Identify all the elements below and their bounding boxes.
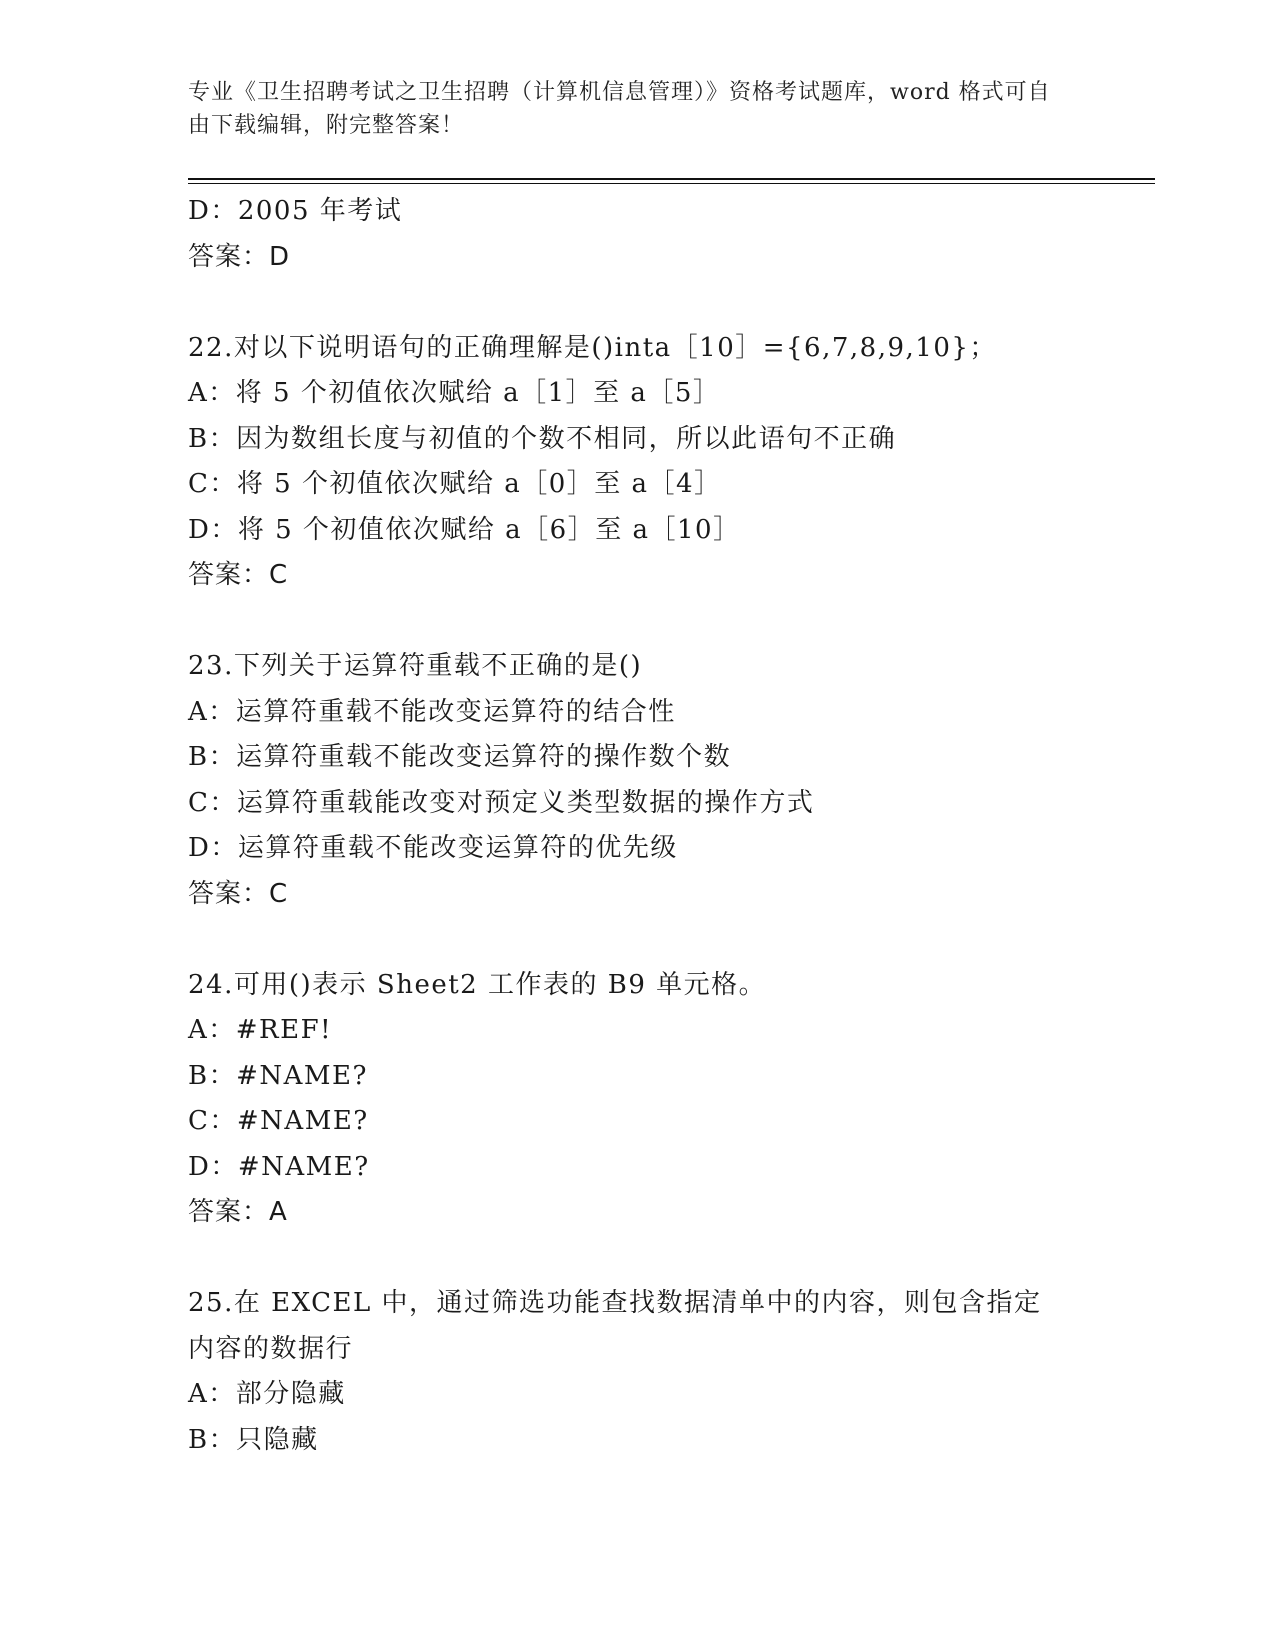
spacer — [188, 599, 1108, 645]
option-d: D：2005 年考试 — [188, 196, 403, 226]
option-a: A：将 5 个初值依次赋给 a［1］至 a［5］ — [188, 378, 721, 408]
option-d: D：#NAME? — [188, 1151, 370, 1182]
spacer — [188, 917, 1108, 963]
header-divider-thin — [188, 183, 1155, 184]
option-d: D：运算符重载不能改变运算符的优先级 — [188, 833, 678, 863]
option-b: B：因为数组长度与初值的个数不相同，所以此语句不正确 — [188, 423, 897, 454]
answer-line: 答案：A — [188, 1197, 288, 1227]
spacer — [188, 280, 1108, 326]
answer-line: 答案：D — [188, 241, 291, 272]
spacer — [188, 1236, 1108, 1282]
question-stem: 22.对以下说明语句的正确理解是()inta［10］={6,7,8,9,10}； — [188, 332, 997, 363]
option-b: B：只隐藏 — [188, 1424, 319, 1455]
header-divider-thick — [188, 178, 1155, 180]
option-d: D：将 5 个初值依次赋给 a［6］至 a［10］ — [188, 514, 741, 545]
option-c: C：将 5 个初值依次赋给 a［0］至 a［4］ — [188, 469, 722, 499]
option-b: B：运算符重载不能改变运算符的操作数个数 — [188, 742, 732, 772]
answer-line: 答案：C — [188, 878, 289, 909]
question-stem: 24.可用()表示 Sheet2 工作表的 B9 单元格。 — [188, 969, 767, 1000]
question-stem: 25.在 EXCEL 中，通过筛选功能查找数据清单中的内容，则包含指定内容的数据行 — [188, 1288, 1042, 1364]
document-header: 专业《卫生招聘考试之卫生招聘（计算机信息管理）》资格考试题库，word 格式可自由下载编辑，附完整答案！ — [188, 80, 1051, 138]
option-a: A：#REF! — [188, 1015, 333, 1045]
answer-line: 答案：C — [188, 560, 289, 590]
option-b: B：#NAME? — [188, 1060, 368, 1091]
question-list — [188, 189, 1108, 1463]
question-stem: 23.下列关于运算符重载不正确的是() — [188, 651, 643, 681]
option-c: C：#NAME? — [188, 1106, 369, 1136]
option-c: C：运算符重载能改变对预定义类型数据的操作方式 — [188, 787, 815, 818]
option-a: A：部分隐藏 — [188, 1379, 346, 1409]
option-a: A：运算符重载不能改变运算符的结合性 — [188, 696, 676, 727]
